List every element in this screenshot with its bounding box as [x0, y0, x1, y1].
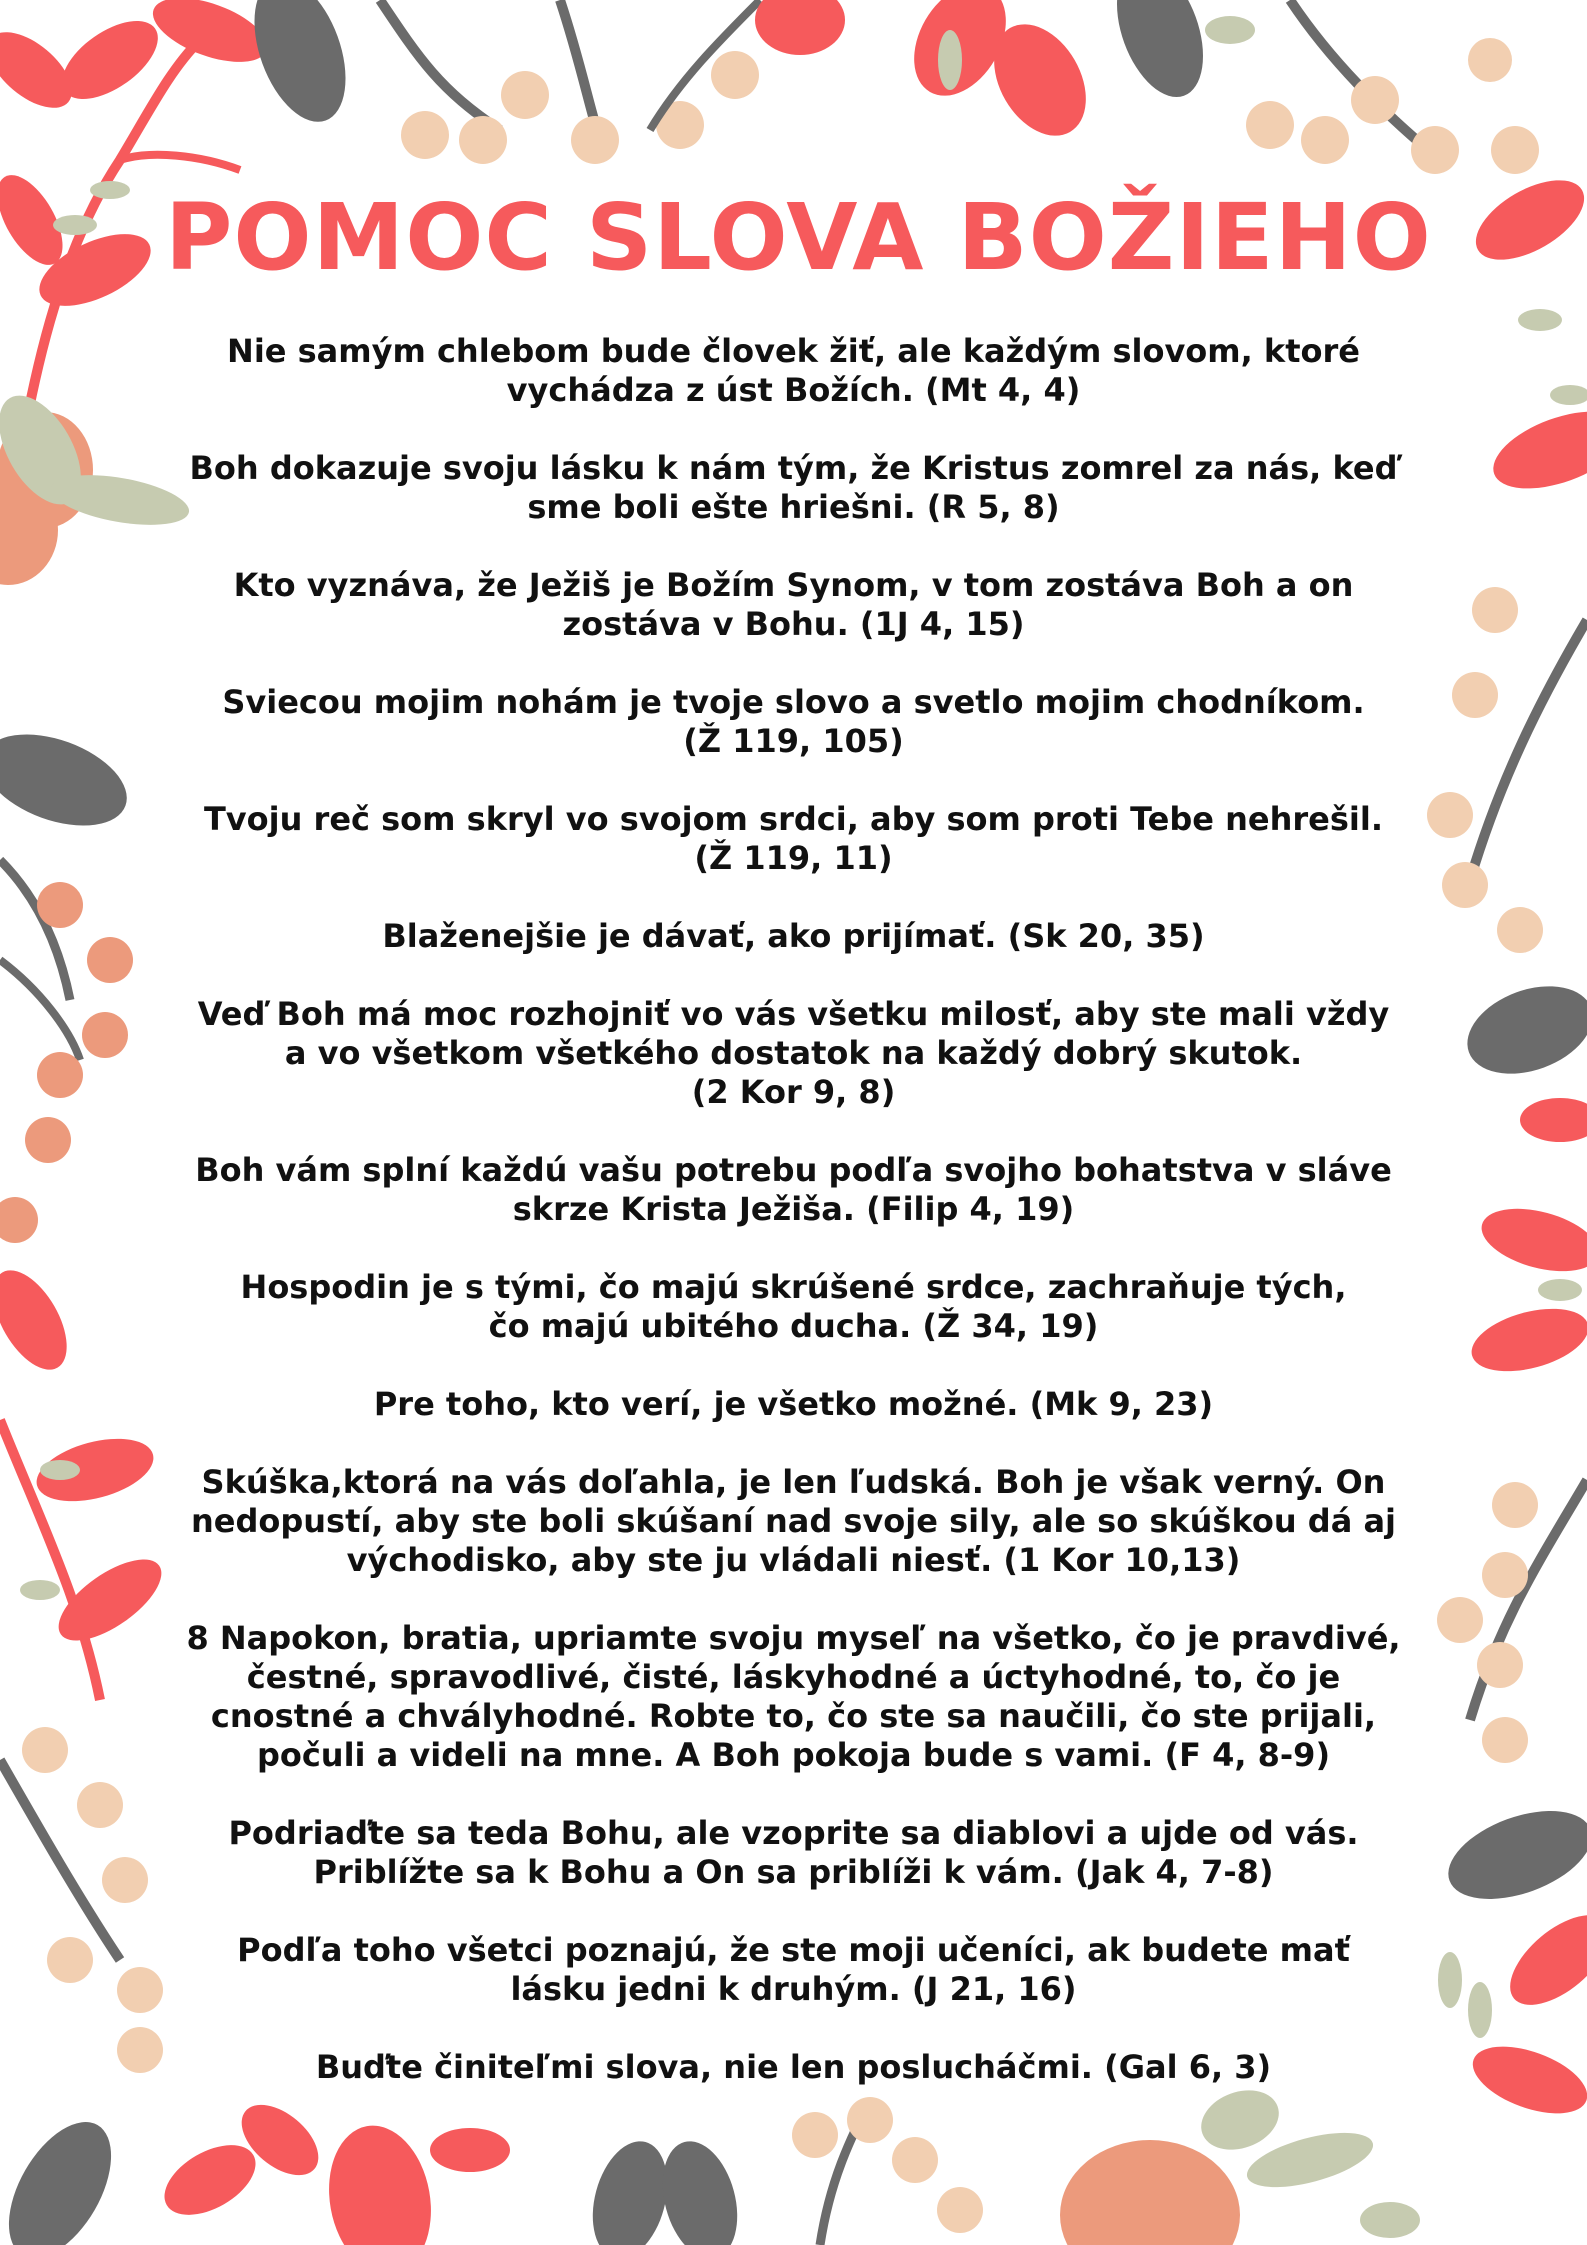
page-content: [165, 178, 1432, 2126]
verse: Pre toho, kto verí, je všetko možné. (Mk 9, 23): [373, 1385, 1214, 1423]
verse: Tvoju reč som skryl vo svojom srdci, aby som proti Tebe nehrešil. (Ž 119, 11): [203, 800, 1384, 877]
right-branches: [1427, 587, 1587, 2127]
verse: Nie samým chlebom bude človek žiť, ale každým slovom, ktoré vychádza z úst Božích. (Mt 4, 4): [227, 332, 1360, 409]
verse: Hospodin je s tými, čo majú skrúšené srdce, zachraňuje tých, čo majú ubitého ducha. (Ž 34, 19): [240, 1268, 1347, 1345]
page-title: POMOC SLOVA BOŽIEHO: [165, 184, 1432, 291]
verse: Podriaďte sa teda Bohu, ale vzoprite sa diablovi a ujde od vás. Priblížte sa k Bohu a On sa priblíži k vám. (Jak 4, 7-8): [228, 1814, 1359, 1891]
top-center-branches: [380, 0, 1255, 164]
verse: Veď Boh má moc rozhojniť vo vás všetku milosť, aby ste mali vždy a vo všetkom všetkého dostatok na každý dobrý skutok. (2 Kor 9, 8): [197, 995, 1390, 1111]
verse: Boh vám splní každú vašu potrebu podľa svojho bohatstva v sláve skrze Krista Ježiša. (Filip 4, 19): [195, 1151, 1392, 1228]
verse: Sviecou mojim nohám je tvoje slovo a svetlo mojim chodníkom. (Ž 119, 105): [222, 683, 1365, 760]
verse: Podľa toho všetci poznajú, že ste moji učeníci, ak budete mať lásku jedni k druhým. (J 21, 16): [237, 1931, 1350, 2008]
verse: Kto vyznáva, že Ježiš je Božím Synom, v tom zostáva Boh a on zostáva v Bohu. (1J 4, 15): [233, 566, 1354, 643]
verse: Skúška,ktorá na vás doľahla, je len ľudská. Boh je však verný. On nedopustí, aby ste boli skúšaní nad svoje sily, ale so skúškou dá aj východisko, aby ste ju vládali niesť. (1 Kor 10,13): [190, 1463, 1396, 1579]
left-branches: [0, 717, 174, 2073]
verse: Boh dokazuje svoju lásku k nám tým, že Kristus zomrel za nás, keď sme boli ešte hriešni. (R 5, 8): [189, 449, 1398, 526]
verse: Blaženejšie je dávať, ako prijímať. (Sk 20, 35): [382, 917, 1205, 955]
verse: 8 Napokon, bratia, upriamte svoju myseľ na všetko, čo je pravdivé, čestné, spravodlivé, čisté, láskyhodné a úctyhodné, to, čo je cnostné a chvályhodné. Robte to, čo ste sa naučili, čo ste prijali, počuli a videli na mne. A Boh pokoja bude s vami. (F 4, 8-9): [186, 1619, 1401, 1774]
verse: Buďte činiteľmi slova, nie len poslucháčmi. (Gal 6, 3): [315, 2048, 1272, 2086]
